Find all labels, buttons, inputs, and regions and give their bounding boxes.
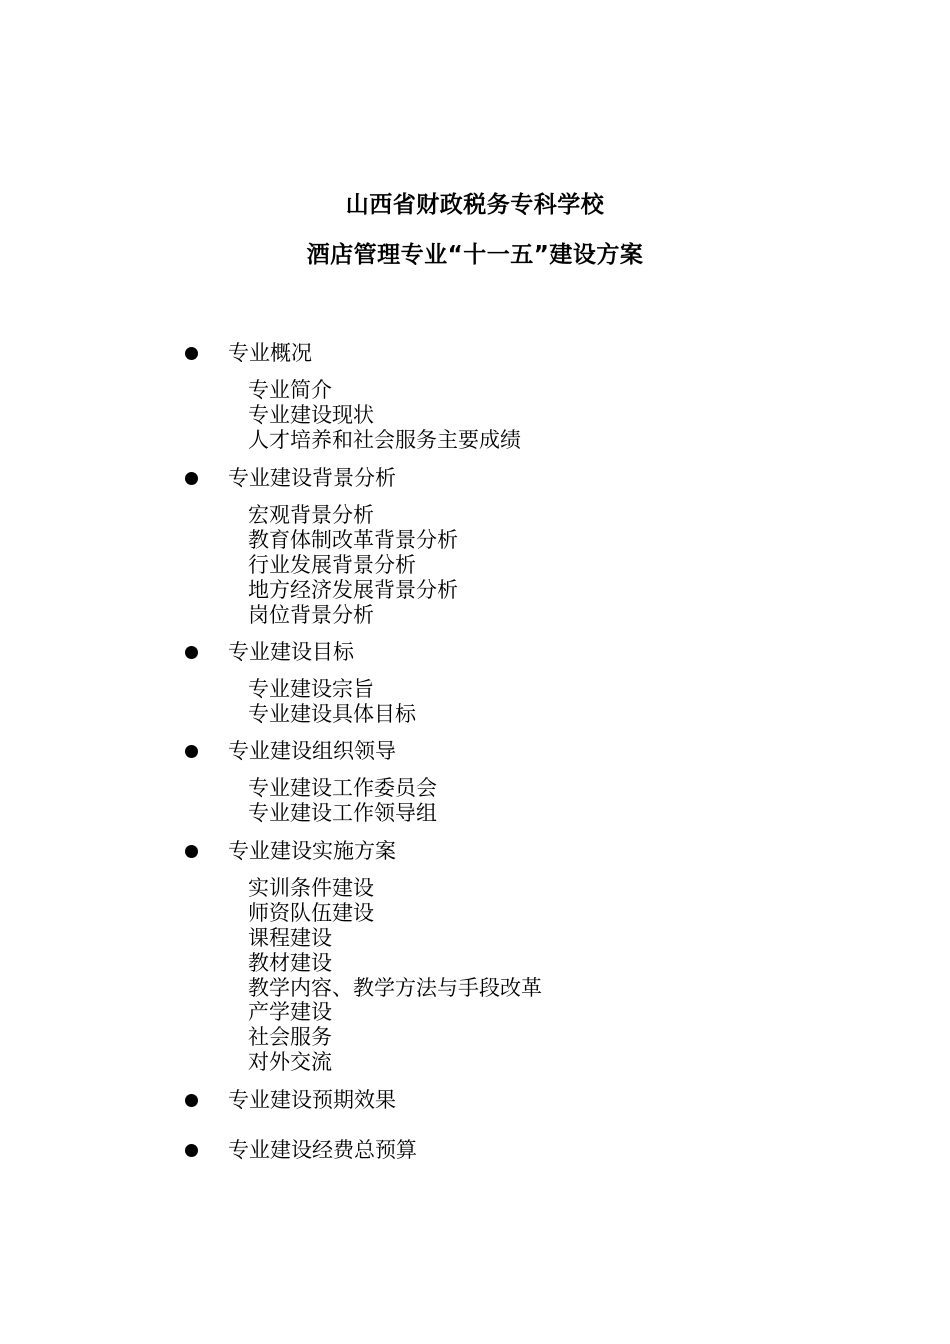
sub-item: 岗位背景分析: [248, 602, 374, 627]
sub-item: 专业建设具体目标: [248, 701, 416, 726]
sub-item-list: [248, 876, 542, 1075]
bullet-icon: [185, 845, 198, 858]
sub-item-list: [248, 677, 416, 727]
sub-item: 教学内容、教学方法与手段改革: [248, 975, 542, 1000]
sub-item: 专业建设工作委员会: [248, 776, 437, 800]
sub-item: 宏观背景分析: [248, 503, 374, 527]
sub-item-list: [248, 378, 521, 453]
sub-item: 教材建设: [248, 950, 332, 975]
bullet-icon: [185, 745, 198, 758]
bullet-icon: [185, 1144, 198, 1157]
plan-title: 酒店管理专业“十一五”建设方案: [306, 242, 644, 268]
sub-item: 实训条件建设: [248, 876, 374, 900]
sub-item: 专业建设宗旨: [248, 677, 374, 701]
section-heading: 专业建设实施方案: [228, 839, 396, 863]
section-heading: 专业建设目标: [228, 640, 354, 664]
bullet-icon: [185, 347, 198, 360]
sub-item: 产学建设: [248, 1000, 332, 1025]
sub-item: 专业建设工作领导组: [248, 800, 437, 825]
sub-item: 师资队伍建设: [248, 900, 374, 925]
section-heading: 专业概况: [228, 341, 312, 365]
bullet-icon: [185, 646, 198, 659]
sub-item: 地方经济发展背景分析: [248, 577, 458, 602]
sub-item: 社会服务: [248, 1025, 332, 1050]
sub-item: 对外交流: [248, 1050, 332, 1075]
sub-item: 行业发展背景分析: [248, 552, 416, 577]
bullet-icon: [185, 472, 198, 485]
section-heading: 专业建设经费总预算: [228, 1138, 417, 1162]
sub-item: 课程建设: [248, 925, 332, 950]
sub-item: 教育体制改革背景分析: [248, 527, 458, 552]
sub-item: 专业建设现状: [248, 402, 374, 427]
school-title: 山西省财政税务专科学校: [345, 192, 605, 218]
sub-item-list: [248, 503, 458, 627]
bullet-icon: [185, 1094, 198, 1107]
sub-item-list: [248, 776, 437, 826]
section-heading: 专业建设组织领导: [228, 739, 396, 763]
section-heading: 专业建设背景分析: [228, 466, 396, 490]
sub-item: 专业简介: [248, 378, 332, 402]
sub-item: 人才培养和社会服务主要成绩: [248, 427, 521, 452]
section-heading: 专业建设预期效果: [228, 1088, 396, 1112]
